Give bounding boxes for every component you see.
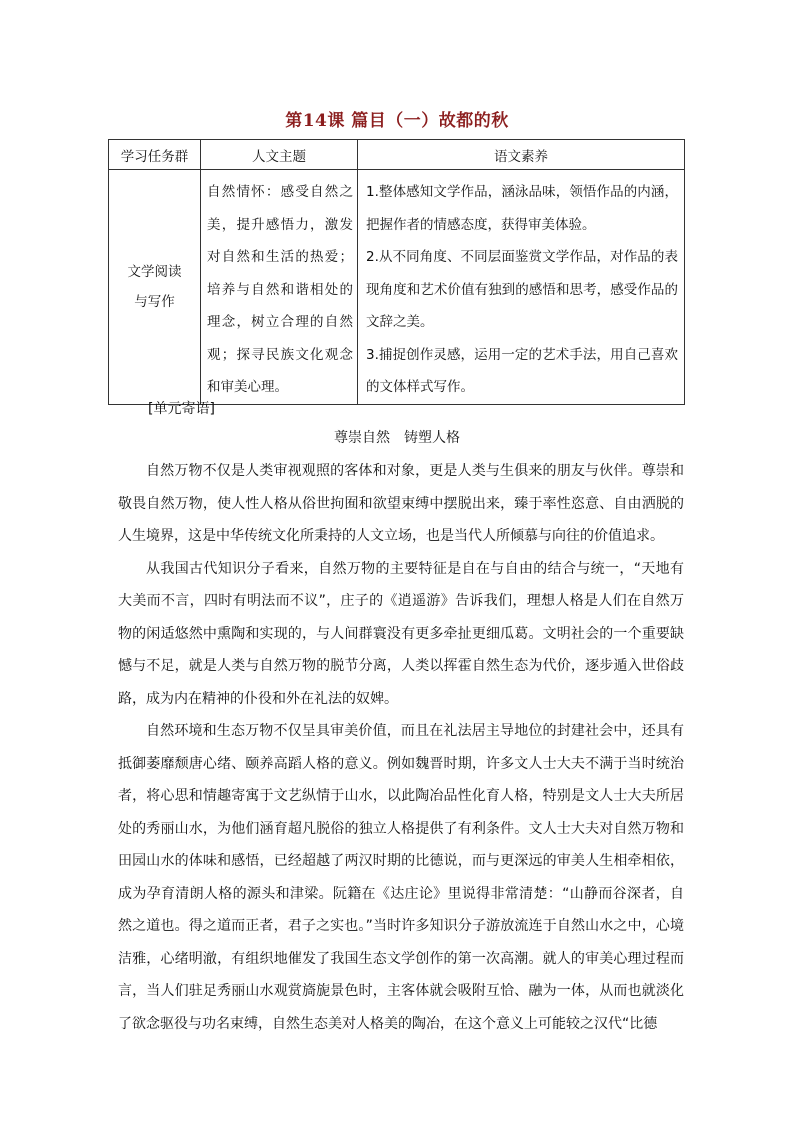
header-literacy: 语文素养: [358, 140, 685, 170]
header-task-group: 学习任务群: [109, 140, 201, 170]
table-header-row: [109, 140, 685, 170]
page-title: 第14课 篇目（一）故都的秋: [285, 111, 509, 131]
cell-theme: 自然情怀：感受自然之美，提升感悟力，激发对自然和生活的热爱；培养与自然和谐相处的理念，树立合理的自然观；探寻民族文化观念和审美心理。: [201, 170, 358, 405]
cell-literacy: [358, 170, 685, 405]
paragraph: 自然环境和生态万物不仅呈具审美价值，而且在礼法居主导地位的封建社会中，还具有抵御萎靡颓唐心绪、颐养高蹈人格的意义。例如魏晋时期，许多文人士大夫不满于当时统治者，将心思和情趣寄寓于文艺纵情于山水，以此陶冶品性化育人格，特别是文人士大夫所居处的秀丽山水，为他们涵育超凡脱俗的独立人格提供了有利条件。文人士大夫对自然万物和田园山水的体味和感悟，已经超越了两汉时期的比德说，而与更深远的审美人生相牵相依，成为孕育清朗人格的源头和津梁。阮籍在《达庄论》里说得非常清楚：“山静而谷深者，自然之道也。得之道而正者，君子之实也。”当时许多知识分子游放流连于自然山水之中，心境洁雅，心绪明澈，有组织地催发了我国生态文学创作的第一次高潮。就人的审美心理过程而言，当人们驻足秀丽山水观赏旖旎景色时，主客体就会吸附互恰、融为一体，从而也就淡化了欲念驱役与功名束缚，自然生态美对人格美的陶冶，在这个意义上可能较之汉代“比德: [118, 723, 684, 1032]
header-theme: 人文主题: [201, 140, 358, 170]
paragraph: 自然万物不仅是人类审视观照的客体和对象，更是人类与生俱来的朋友与伙伴。尊崇和敬畏自然万物，使人性人格从俗世拘囿和欲望束缚中摆脱出来，臻于率性恣意、自由洒脱的人生境界，这是中华传统文化所秉持的人文立场，也是当代人所倾慕与向往的价值追求。: [118, 463, 684, 544]
body-text: [118, 455, 684, 1040]
curriculum-table: [108, 139, 685, 405]
paragraph: 从我国古代知识分子看来，自然万物的主要特征是自在与自由的结合与统一，“天地有大美而不言，四时有明法而不议”，庄子的《逍遥游》告诉我们，理想人格是人们在自然万物的闲适悠然中熏陶和实现的，与人间群寰没有更多牵扯更细瓜葛。文明社会的一个重要缺憾与不足，就是人类与自然万物的脱节分离，人类以挥霍自然生态为代价，逐步遁入世俗歧路，成为内在精神的仆役和外在礼法的奴婢。: [118, 560, 684, 707]
literacy-item: 3.捕捉创作灵感，运用一定的艺术手法，用自己喜欢的文体样式写作。: [366, 346, 678, 395]
section-tag: [单元寄语]: [148, 401, 215, 417]
table-row: [109, 170, 685, 405]
literacy-item: 2.从不同角度、不同层面鉴赏文学作品，对作品的表现角度和艺术价值有独到的感悟和思考，感受作品的文辞之美。: [366, 249, 678, 330]
literacy-item: 1.整体感知文学作品，涵泳品味，领悟作品的内涵，把握作者的情感态度，获得审美体验。: [366, 184, 678, 233]
section-subtitle: 尊崇自然 铸塑人格: [334, 430, 460, 446]
cell-task-group: 文学阅读与写作: [109, 170, 201, 405]
